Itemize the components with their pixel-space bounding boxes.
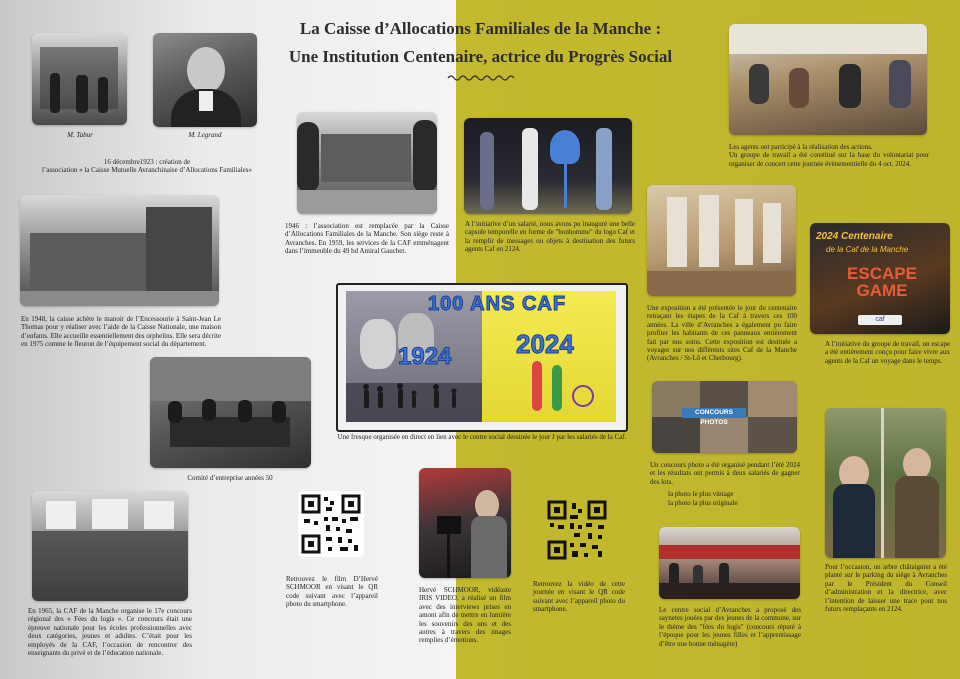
caption-comite: Comité d’entreprise années 50 — [187, 474, 273, 482]
text-photo-vintage: la photo le plus vintage — [668, 490, 734, 498]
text-exposition: Une exposition a été présentée le jour du centenaire retraçant les étapes de la Caf à travers ces 100 années. La ville d’Avranches a également pu faire profiter les habitants de ces panneaux entièrement fait par nos soins. Cette exposition est destinée a voyager sur nos différents sites Caf de la Manche (Avranches / St-Lô et Cherbourg). — [647, 304, 797, 363]
text-video-qr: Retrouvez la vidéo de cette journée en visant le QR code suivant avec l’appareil photo du smartphone. — [533, 580, 625, 614]
text-remplacee-1946: 1946 : l’association est remplacée par la Caisse d’Allocations Familiales de la Manche. Son siège reste à Avranches. En 1959, les services de la CAF emménagent dans l’immeuble du 49 bd Amiral Gauchet. — [285, 222, 449, 256]
photo-concours-photos — [652, 381, 797, 453]
text-photo-originale: la photo la plus originale — [668, 499, 738, 507]
photo-comite-entreprise — [150, 357, 311, 468]
title-line-2: Une Institution Centenaire, actrice du Progrès Social — [288, 47, 673, 66]
fresque-year-1924: 1924 — [398, 343, 452, 370]
text-herve: Hervé SCHMOOR, vidéaste IRIS VIDEO, a réalisé un film avec des interviews prises en amont afin de mettre en lumière les souvenirs des uns et des autres à travers des images remplies d’émotions. — [419, 586, 511, 645]
photo-escape-game — [810, 223, 950, 334]
caption-m-legrand: M. Legrand — [188, 131, 222, 139]
text-concours-1965: En 1965, la CAF de la Manche organise le 17e concours régional des « Fées du logis ». Ce concours était une épreuve nationale pour les écoles professionnelles avec deux catégories, jeunes et adultes. C’était pour les employés de la CAF, l’occasion de rencontrer des enseignants du privé et de l’éducation nationale. — [28, 607, 192, 658]
fresque-silhouettes — [356, 381, 466, 417]
photo-arbre-plante — [825, 408, 946, 558]
text-capsule: A l’initiative d’un salarié, nous avons pu inauguré une belle capsule temporelle en forme de "bonhomme" du logo Caf et la remplir de messages ou objets à destination des futurs agents Caf en 2124. — [465, 220, 635, 254]
caption-fresque: Une fresque organisée en direct en lien avec le centre social dessinée le jour J par les salariés de la Caf. — [337, 433, 627, 441]
text-saynetes: Le centre social d’Avranches a proposé des saynetes jouées par des jeunes de la commune, sur le thème des "fées du logis" (concours réputé à l’époque pour les jeunes filles et l’apprentissage d’être une bonne ménagère) — [659, 606, 801, 648]
photo-herve-schmoor — [419, 468, 511, 578]
photo-m-tabur — [32, 33, 127, 125]
text-agents: Les agents ont participé à la réalisation des actions. Un groupe de travail a été constitué sur la base du volontariat pour organiser de concert cette journée évènementielle du 4 oct. 2024. — [729, 143, 929, 168]
text-manoir-1948: En 1948, la caisse achète le manoir de l’Encessourie à Saint-Jean Le Thomas pour y réaliser avec l’aide de la Caisse Nationale, une maison d’enfants. Elle accueille essentiellement des orphelins. Elle sera décrite en 1975 comme le fleuron de l’équipement social du département. — [21, 315, 221, 349]
fresque-frame — [336, 283, 628, 432]
text-arbre: Pour l’occasion, un arbre châtaignier a été planté sur le parking du siège à Avranches par le Président du Conseil d’administration et la directrice, avec l’intention de laisser une trace pour nos futurs remplaçants en 2124. — [825, 563, 947, 614]
photo-manoir — [20, 195, 219, 306]
text-escape: A l’initiative du groupe de travail, un escape a été entièrement conçu pour faire vivre aux agents de la Caf un voyage dans le temps. — [825, 340, 950, 365]
escape-game-label: ESCAPE GAME — [847, 264, 917, 300]
photo-groupe-travail — [729, 24, 927, 135]
text-creation-1923: 16 décembre1923 : création de l’association « la Caisse Mutuelle Avranchinaise d’Allocations Familiales» — [41, 158, 253, 175]
text-concours-photo: Un concours photo a été organisé pendant l’été 2024 et les résultats ont permis à deux salariés de gagner des lots. — [650, 461, 800, 486]
photo-concours-1965 — [32, 491, 188, 601]
caption-m-tabur: M. Tabur — [67, 131, 93, 139]
escape-title-line-1: 2024 Centenaire — [816, 231, 893, 242]
photo-capsule-temporelle — [464, 118, 632, 214]
fresque-100-ans-caf: 100 ANS CAF — [428, 293, 567, 315]
text-film-qr: Retrouvez le film D’Hervé SCHMOOR en visant le QR code suivant avec l’appareil photo du smartphone. — [286, 575, 378, 609]
escape-title-line-2: de la Caf de la Manche — [826, 245, 909, 254]
escape-caf-logo: caf — [858, 315, 902, 325]
photo-siege-caf — [297, 112, 437, 214]
photo-exposition — [647, 185, 796, 296]
fresque-year-2024: 2024 — [516, 329, 574, 359]
title-line-1: La Caisse d’Allocations Familiales de la Manche : — [299, 19, 662, 38]
photo-saynetes — [659, 527, 800, 599]
photo-m-legrand — [153, 33, 257, 127]
title-squiggle — [446, 73, 516, 83]
qr-code-video[interactable] — [544, 497, 610, 563]
qr-code-film[interactable] — [298, 491, 364, 557]
concours-photos-label: CONCOURS PHOTOS — [682, 408, 746, 418]
